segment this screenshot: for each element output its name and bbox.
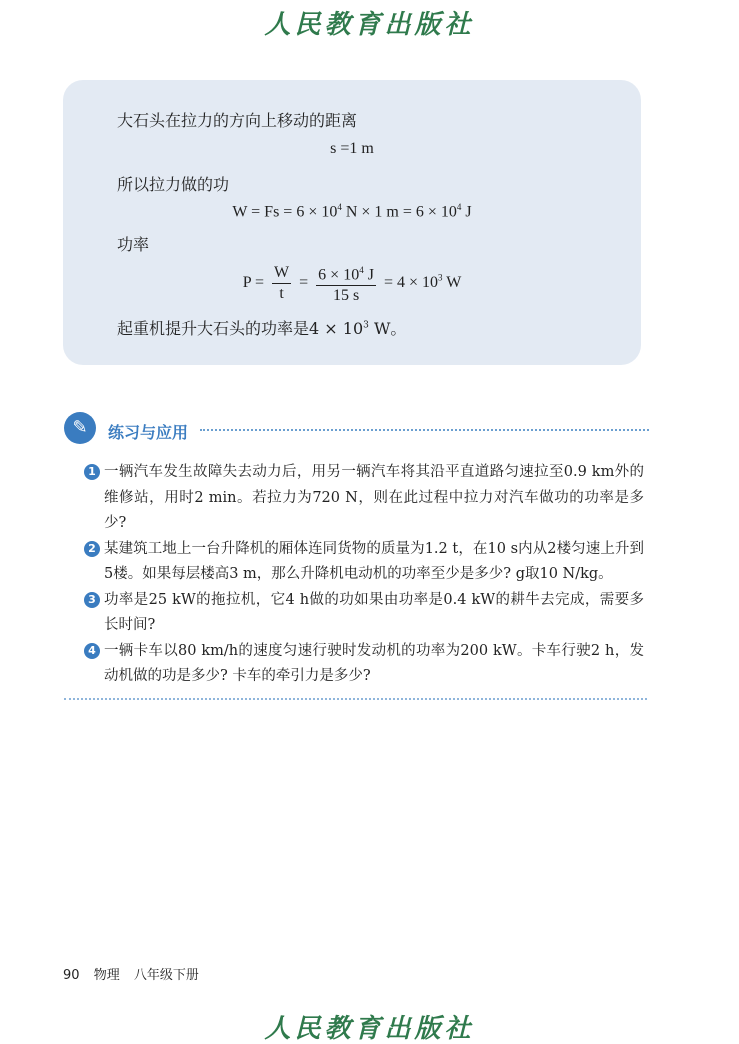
exercise-item: 3 功率是25 kW的拖拉机，它4 h做的功如果由功率是0.4 kW的耕牛去完成，需要多长时间? — [84, 588, 644, 639]
equation-distance: s =1 m — [330, 140, 374, 157]
number-badge: 2 — [84, 541, 100, 557]
exercise-item: 1 一辆汽车发生故障失去动力后，用另一辆汽车将其沿平直道路匀速拉至0.9 km外的维修站，用时2 min。若拉力为720 N，则在此过程中拉力对汽车做功的功率是多少? — [84, 460, 644, 537]
text-line: 功率 — [117, 235, 150, 254]
number-badge: 1 — [84, 464, 100, 480]
text-line: 大石头在拉力的方向上移动的距离 — [117, 111, 358, 130]
exercise-title: 练习与应用 — [108, 423, 189, 442]
publisher-logo-bottom: 人民教育出版社 — [264, 1014, 475, 1044]
equation-power: P = $\frac{W}{t}$ = $\frac{6 \times 10^4 J}{15 s}$ = $4 \times 10^3$ W — [63, 260, 641, 306]
page-number: 90 — [63, 968, 80, 983]
dotted-divider — [64, 698, 647, 700]
exercise-item: 4 一辆卡车以80 km/h的速度匀速行驶时发动机的功率为200 kW。卡车行驶2 h，发动机做的功是多少? 卡车的牵引力是多少? — [84, 639, 644, 690]
text-line: 所以拉力做的功 — [117, 175, 230, 194]
exercise-list — [84, 460, 644, 700]
exercise-item: 2 某建筑工地上一台升降机的厢体连同货物的质量为1.2 t，在10 s内从2楼匀速上升到5楼。如果每层楼高3 m，那么升降机电动机的功率至少是多少? g取10 N/kg。 — [84, 537, 644, 588]
exercise-clipboard-icon: ✎ — [64, 412, 96, 444]
equation-work: $W = Fs = 6 \times 10^4$ N × 1 $m = 6 \times 10^4$ J — [232, 202, 472, 221]
page-footer — [63, 964, 209, 983]
dotted-divider — [200, 429, 649, 431]
publisher-logo-top: 人民教育出版社 — [264, 10, 475, 40]
number-badge: 4 — [84, 643, 100, 659]
subject: 物理 — [93, 968, 120, 983]
number-badge: 3 — [84, 592, 100, 608]
conclusion-line: 起重机提升大石头的功率是$4 \times 10^3$ W。 — [117, 319, 407, 338]
exercise-header — [64, 412, 649, 452]
example-solution-box — [63, 80, 641, 365]
grade: 八年级下册 — [133, 968, 199, 983]
